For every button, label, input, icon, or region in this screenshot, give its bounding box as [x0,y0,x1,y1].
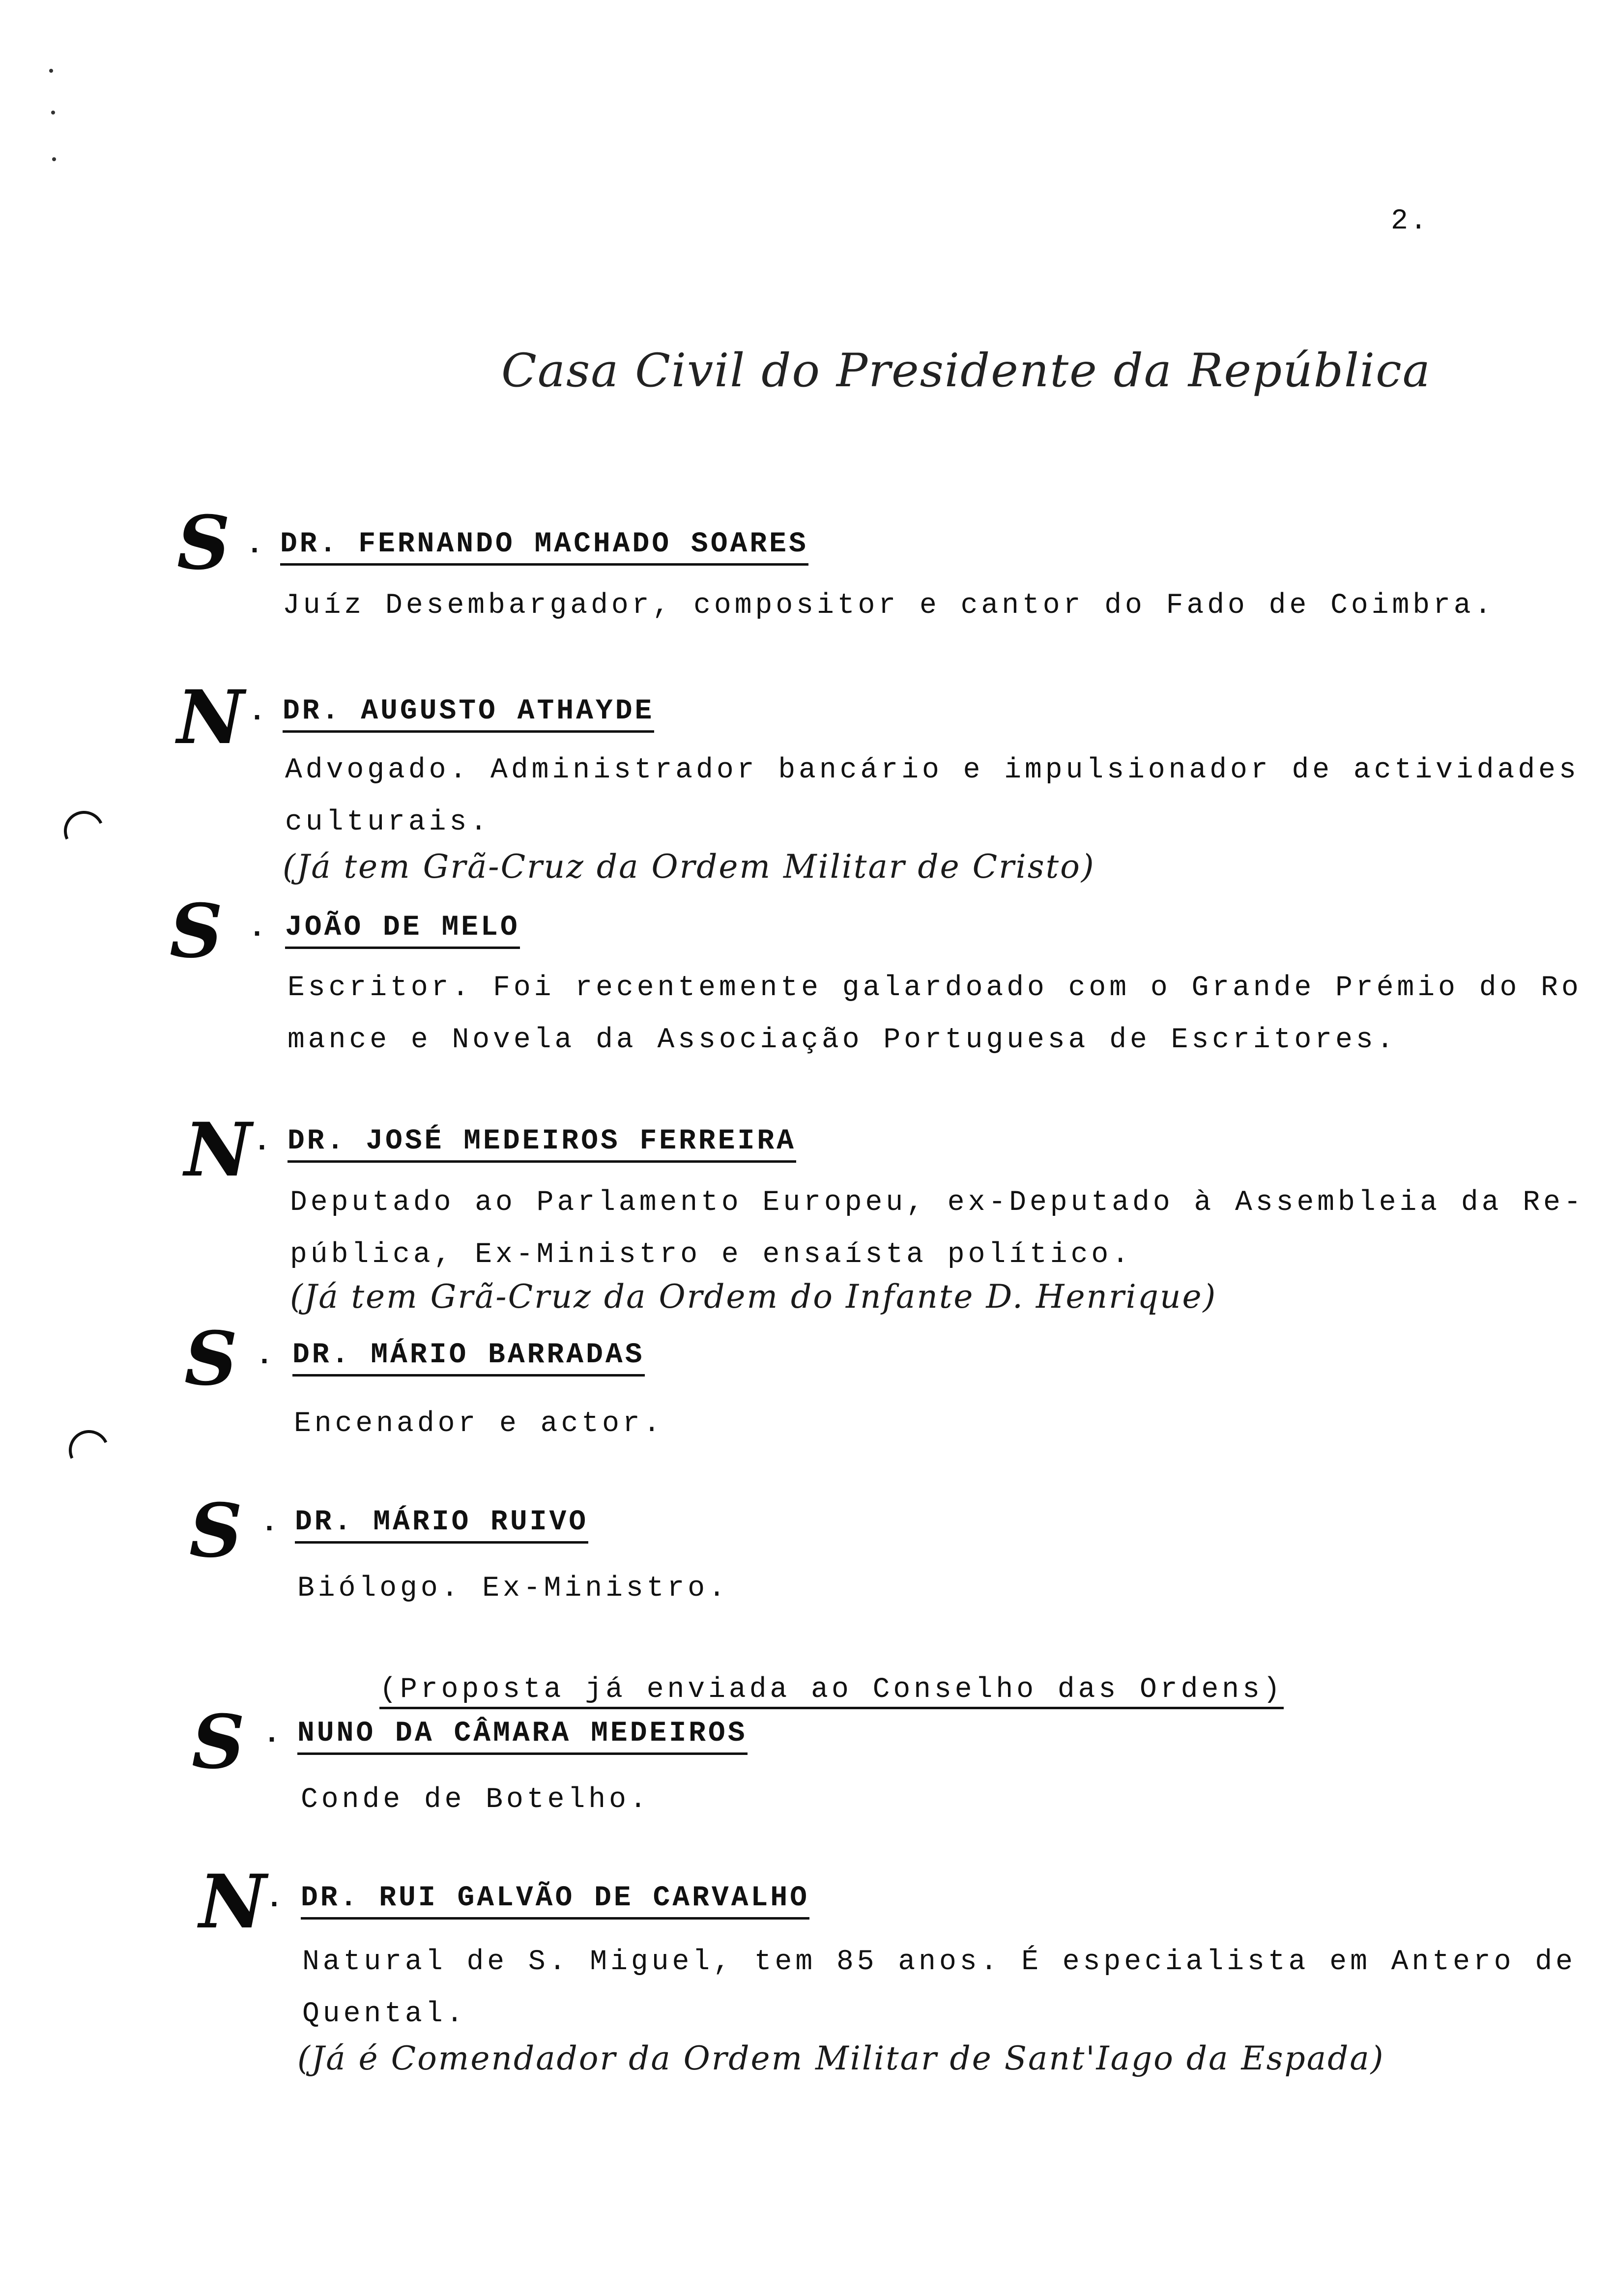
decision-mark: S [170,888,223,975]
entry-name: DR. MÁRIO RUIVO [295,1506,588,1544]
page-number: 2. [1391,205,1429,237]
entry-name: DR. MÁRIO BARRADAS [292,1339,645,1377]
scan-speck [49,69,53,73]
bullet: . [263,1718,281,1751]
decision-mark: N [199,1859,267,1945]
decision-mark: S [192,1699,245,1785]
scan-speck [51,111,55,115]
entry-description: Advogado. Administrador bancário e impulsionador de actividades culturais. [285,754,1580,838]
entry-name: DR. RUI GALVÃO DE CARVALHO [301,1882,809,1920]
bullet: . [256,1339,274,1373]
letterhead: Casa Civil do Presidente da República [501,344,1431,398]
decision-mark: S [177,500,230,586]
bullet: . [248,912,266,945]
bullet: . [248,695,266,729]
entry-description: Escritor. Foi recentemente galardoado com o Grande Prémio do Ro mance e Novela da Associação Portuguesa de Escritores. [288,972,1582,1056]
bullet: . [246,528,264,562]
punch-hole-mark [58,805,110,857]
entry-description: Encenador e actor. [294,1408,664,1440]
entry-name: DR. JOSÉ MEDEIROS FERREIRA [288,1125,796,1163]
entry-description: Conde de Botelho. [301,1784,650,1816]
entry-description: Juíz Desembargador, compositor e cantor do Fado de Coimbra. [283,590,1495,622]
handwritten-note: (Já é Comendador da Ordem Militar de Sant'Iago da Espada) [297,2039,1385,2077]
handwritten-note: (Já tem Grã-Cruz da Ordem Militar de Cristo) [283,848,1095,886]
handwritten-note: (Já tem Grã-Cruz da Ordem do Infante D. Henrique) [290,1278,1217,1316]
decision-mark: N [177,674,245,761]
decision-mark: S [184,1316,238,1402]
entry-description: Natural de S. Miguel, tem 85 anos. É especialista em Antero de Quental. [302,1946,1576,2030]
entry-description: Deputado ao Parlamento Europeu, ex-Deputado à Assembleia da Re- pública, Ex-Ministro e ensaísta político. [290,1187,1584,1271]
entry-name: DR. FERNANDO MACHADO SOARES [280,528,808,566]
scan-speck [52,157,56,161]
entry-name: DR. AUGUSTO ATHAYDE [283,695,654,733]
bullet: . [260,1506,279,1540]
proposal-note: (Proposta já enviada ao Conselho das Ordens) [379,1674,1283,1709]
decision-mark: N [184,1107,252,1193]
entry-name: JOÃO DE MELO [285,912,520,949]
decision-mark: S [189,1488,243,1574]
bullet: . [265,1882,284,1916]
entry-description: Biólogo. Ex-Ministro. [297,1573,729,1605]
entry-name: NUNO DA CÂMARA MEDEIROS [297,1718,748,1755]
punch-hole-mark [63,1424,115,1476]
bullet: . [253,1125,271,1159]
